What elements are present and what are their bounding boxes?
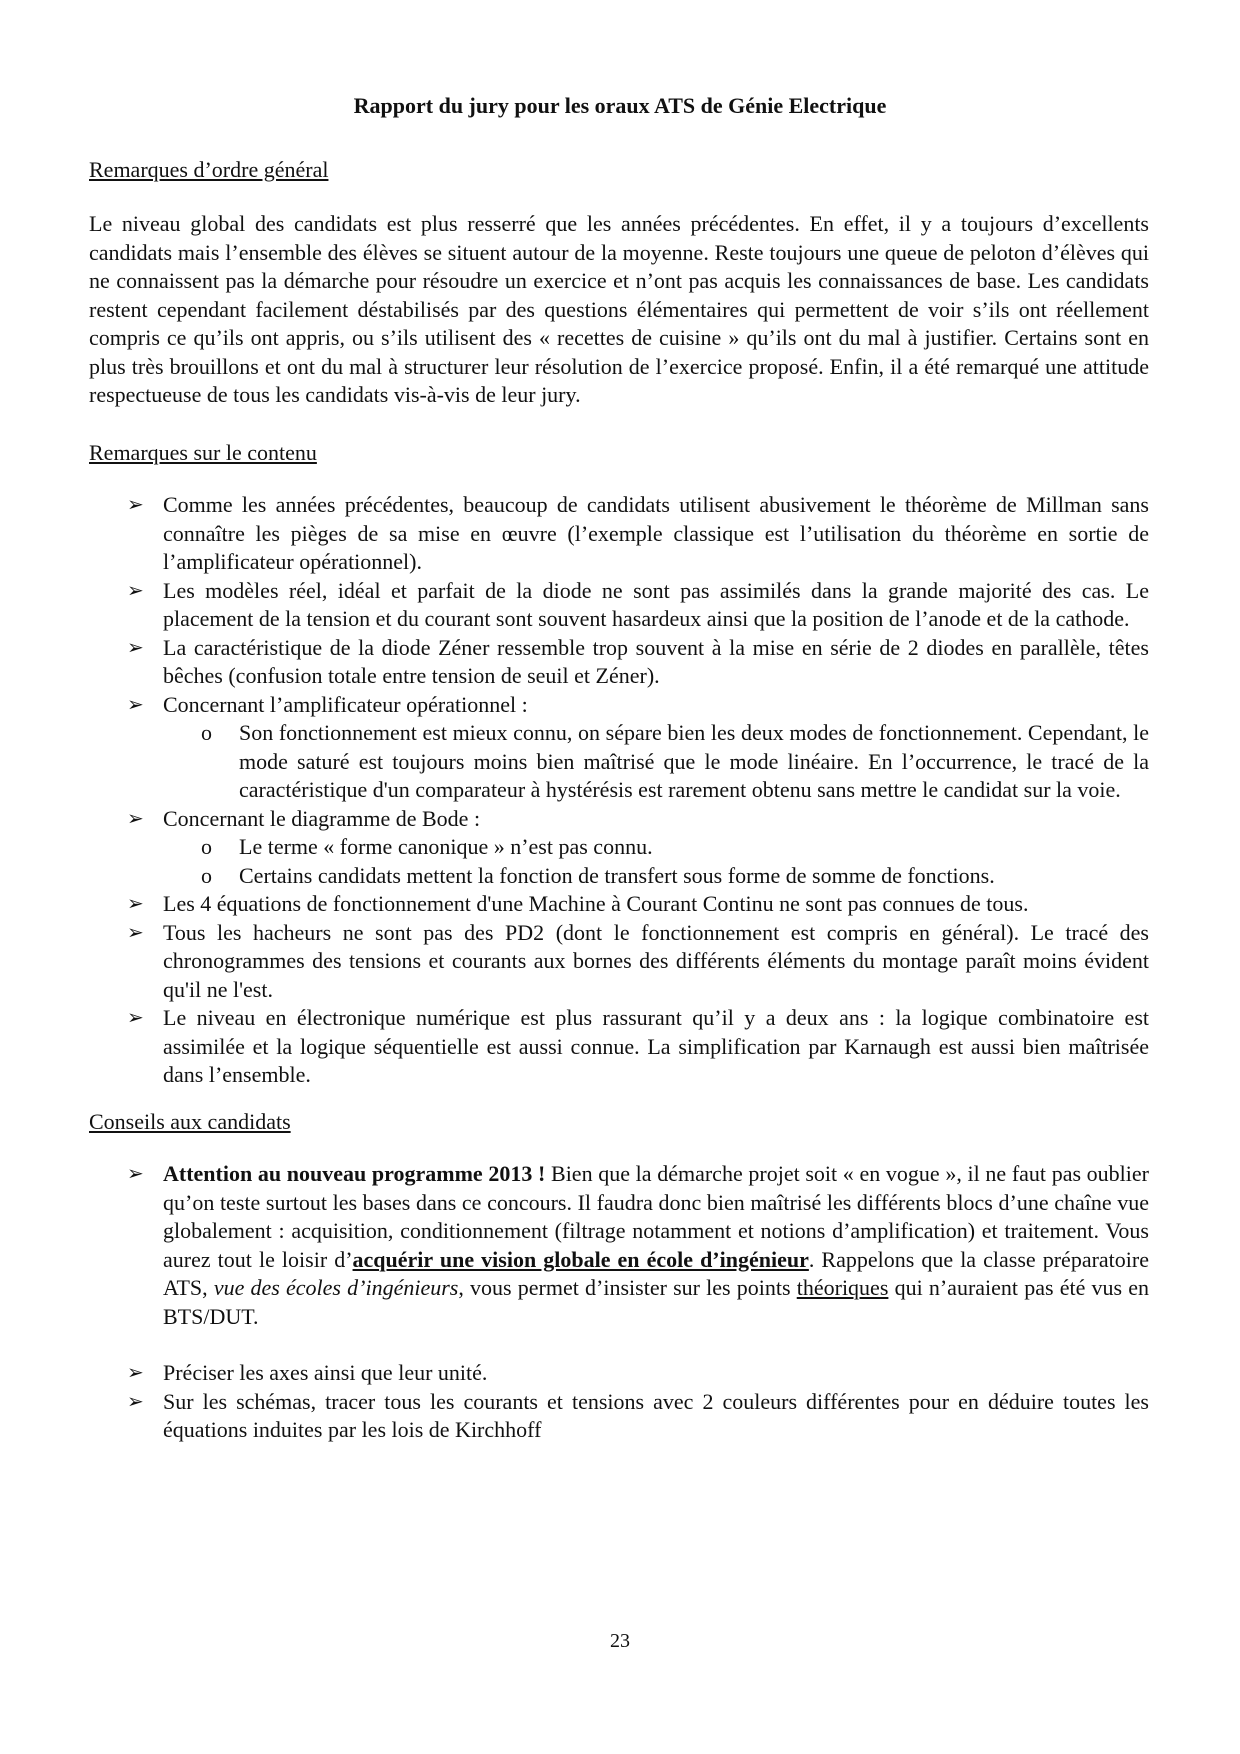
list-item-text: Préciser les axes ainsi que leur unité. bbox=[163, 1360, 488, 1385]
list-item-text: La caractéristique de la diode Zéner ressemble trop souvent à la mise en série de 2 diodes en parallèle, têtes bêches (confusion totale entre tension de seuil et Zéner). bbox=[163, 634, 1149, 688]
sub-list-item bbox=[89, 719, 1149, 805]
section-heading-general: Remarques d’ordre général bbox=[89, 157, 329, 182]
arrow-bullet-icon: ➢ bbox=[127, 893, 144, 915]
arrow-bullet-icon: ➢ bbox=[127, 693, 144, 716]
arrow-bullet-icon: ➢ bbox=[127, 807, 144, 830]
content-remarks-list bbox=[89, 491, 1149, 1090]
arrow-bullet-icon: ➢ bbox=[127, 1390, 144, 1413]
list-item bbox=[89, 691, 1149, 720]
document-title: Rapport du jury pour les oraux ATS de Génie Electrique bbox=[353, 93, 887, 118]
list-item bbox=[89, 1160, 1149, 1331]
paragraph-general: Le niveau global des candidats est plus resserré que les années précédentes. En effet, il y a toujours d’excellents candidats mais l’ensemble des élèves se situent autour de la moyenne. Reste toujours une queue de peloton d’élèves qui ne connaissent pas la démarche pour résoudre un exercice et n’ont pas acquis les connaissances de base. Les candidats restent cependant facilement déstabilisés par des questions élémentaires qui permettent de voir s’ils ont réellement compris ce qu’ils ont appris, ou s’ils utilisent des « recettes de cuisine » qu’ils ont du mal à justifier. Certains sont en plus très brouillons et ont du mal à structurer leur résolution de l’exercice proposé. Enfin, il a été remarqué une attitude respectueuse de tous les candidats vis-à-vis de leur jury. bbox=[89, 211, 1149, 407]
list-item-text: Les modèles réel, idéal et parfait de la diode ne sont pas assimilés dans la grande majorité des cas. Le placement de la tension et du courant sont souvent hasardeux ainsi que la position de l’anode et de la cathode. bbox=[163, 577, 1149, 631]
arrow-bullet-icon: ➢ bbox=[127, 579, 144, 602]
advice-list bbox=[89, 1160, 1149, 1445]
advice-text-c: , vous permet d’insister sur les points bbox=[458, 1275, 797, 1300]
circle-bullet-icon: o bbox=[201, 834, 212, 859]
list-item-text: Tous les hacheurs ne sont pas des PD2 (dont le fonctionnement est compris en général). Le tracé des chronogrammes des tensions et courants aux bornes des différents éléments du montage paraît moins évident qu'il ne l'est. bbox=[163, 919, 1149, 1002]
arrow-bullet-icon: ➢ bbox=[127, 1007, 144, 1029]
list-item-text: Comme les années précédentes, beaucoup de candidats utilisent abusivement le théorème de Millman sans connaître les pièges de sa mise en œuvre (l’exemple classique est l’utilisation du théorème en sortie de l’amplificateur opérationnel). bbox=[163, 492, 1149, 574]
advice-text-b: . Rappelons que la classe préparatoire ATS, bbox=[163, 1246, 1149, 1300]
list-item bbox=[89, 634, 1149, 691]
arrow-bullet-icon: ➢ bbox=[127, 636, 144, 659]
arrow-bullet-icon: ➢ bbox=[127, 1362, 144, 1384]
list-item-text: Concernant l’amplificateur opérationnel : bbox=[163, 691, 528, 717]
arrow-bullet-icon: ➢ bbox=[127, 921, 144, 944]
sub-list-item-text: Le terme « forme canonique » n’est pas connu. bbox=[239, 834, 653, 859]
advice-text-d: qui n’auraient pas été vus en BTS/DUT. bbox=[163, 1275, 1150, 1329]
list-item-text: Sur les schémas, tracer tous les courants et tensions avec 2 couleurs différentes pour en déduire toutes les équations induites par les lois de Kirchhoff bbox=[163, 1388, 1149, 1442]
circle-bullet-icon: o bbox=[201, 720, 212, 745]
sub-list-item-text: Son fonctionnement est mieux connu, on sépare bien les deux modes de fonctionnement. Cependant, le mode saturé est toujours moins bien maîtrisé que le mode linéaire. En l’occurrence, le tracé de la caractéristique d'un comparateur à hystérésis est rarement obtenu sans mettre le candidat sur la voie. bbox=[239, 720, 1149, 802]
list-item bbox=[89, 890, 1149, 919]
bold-underline-text: acquérir une vision globale en école d’ingénieur bbox=[352, 1246, 809, 1272]
sub-list-item-text: Certains candidats mettent la fonction de transfert sous forme de somme de fonctions. bbox=[239, 862, 995, 888]
list-spacer bbox=[89, 1331, 1149, 1359]
sub-list-item bbox=[89, 862, 1149, 891]
section-heading-advice: Conseils aux candidats bbox=[89, 1109, 291, 1134]
list-item bbox=[89, 919, 1149, 1005]
list-item bbox=[89, 1359, 1149, 1388]
list-item bbox=[89, 577, 1149, 634]
arrow-bullet-icon: ➢ bbox=[127, 494, 144, 516]
list-item-text: Le niveau en électronique numérique est plus rassurant qu’il y a deux ans : la logique combinatoire est assimilée et la logique séquentielle est aussi connue. La simplification par Karnaugh est aussi bien maîtrisée dans l’ensemble. bbox=[163, 1005, 1149, 1087]
sub-list-item bbox=[89, 833, 1149, 862]
section-heading-content: Remarques sur le contenu bbox=[89, 440, 317, 465]
list-item-text: Les 4 équations de fonctionnement d'une Machine à Courant Continu ne sont pas connues de tous. bbox=[163, 891, 1029, 916]
italic-text: vue des écoles d’ingénieurs bbox=[213, 1275, 459, 1300]
advice-text-a: Bien que la démarche projet soit « en vogue », il ne faut pas oublier qu’on teste surtout les bases dans ce concours. Il faudra donc bien maîtrisé les différents blocs d’une chaîne vue globalement : acquisition, conditionnement (filtrage notamment et notions d’amplification) et traitement. Vous aurez tout le loisir d’ bbox=[163, 1161, 1149, 1272]
bold-lead-text: Attention au nouveau programme 2013 ! bbox=[163, 1161, 546, 1186]
list-item bbox=[89, 491, 1149, 577]
page-number: 23 bbox=[610, 1630, 630, 1652]
arrow-bullet-icon: ➢ bbox=[127, 1163, 144, 1185]
list-item bbox=[89, 1388, 1149, 1445]
circle-bullet-icon: o bbox=[201, 862, 212, 888]
list-item bbox=[89, 1004, 1149, 1090]
underline-text: théoriques bbox=[796, 1275, 889, 1300]
list-item-text: Concernant le diagramme de Bode : bbox=[163, 805, 481, 831]
list-item bbox=[89, 805, 1149, 834]
